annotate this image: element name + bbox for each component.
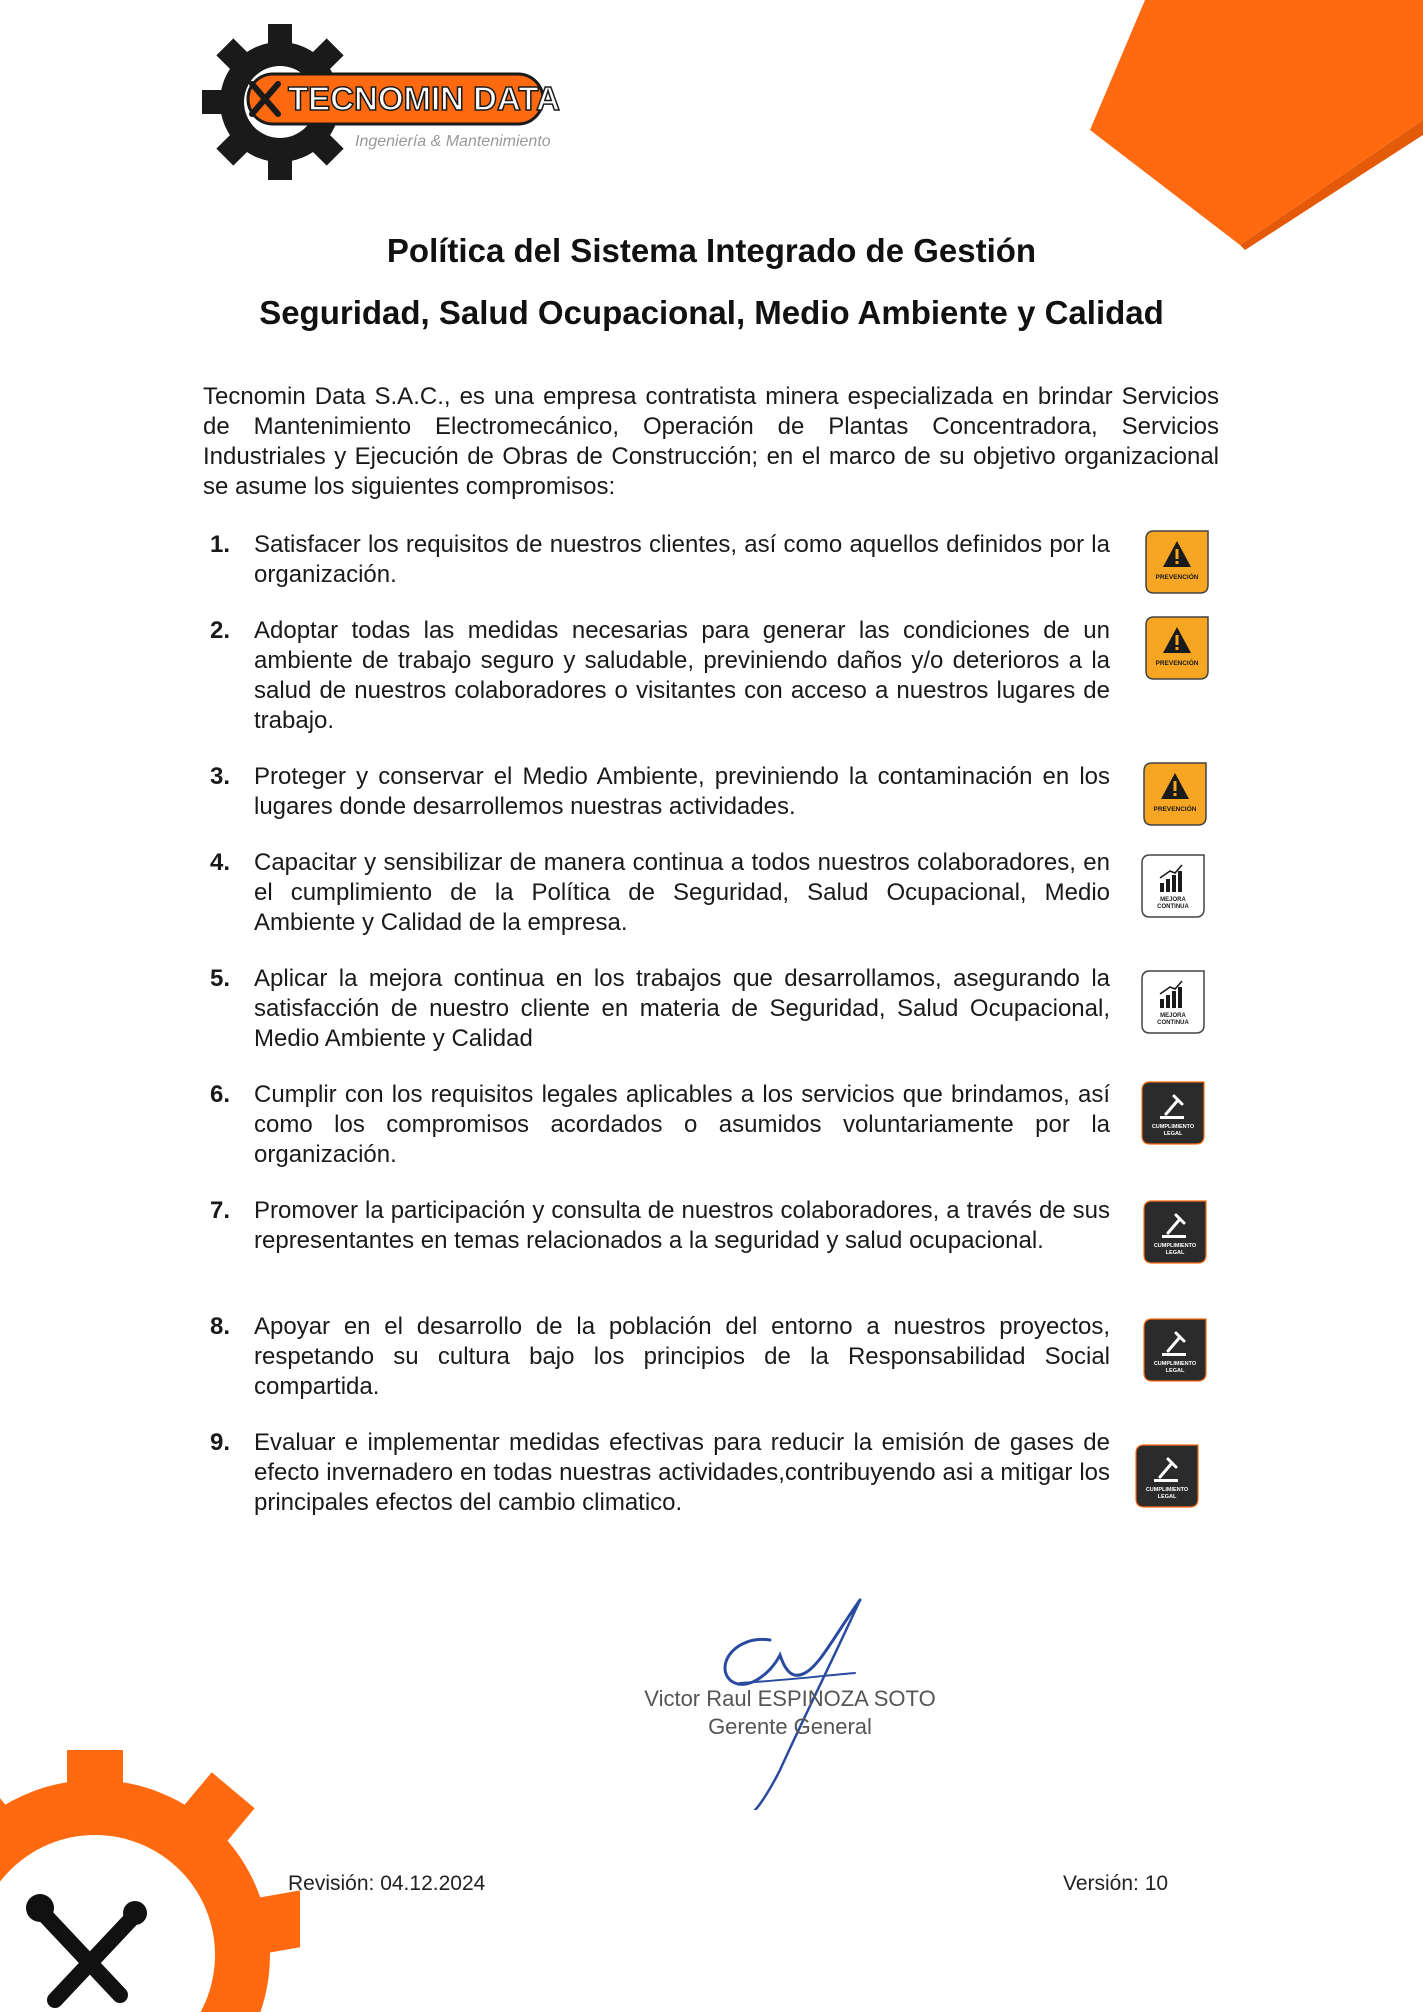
svg-text:LEGAL: LEGAL [1165,1368,1185,1374]
item-text: Cumplir con los requisitos legales aplicables a los servicios que brindamos, así como los compromisos acordados o asumidos voluntariamente por la organización. [254,1081,1110,1168]
item-number: 9. [210,1429,231,1456]
item-text: Promover la participación y consulta de nuestros colaboradores, a través de sus representantes en temas relacionados a la seguridad y salud ocupacional. [254,1197,1110,1254]
page-subtitle: Seguridad, Salud Ocupacional, Medio Ambiente y Calidad [259,294,1164,331]
svg-text:LEGAL: LEGAL [1163,1131,1183,1137]
item-text: Evaluar e implementar medidas efectivas para reducir la emisión de gases de efecto invernadero en todas nuestras actividades,contribuyendo asi a mitigar los principales efectos del cambio climatico. [254,1429,1110,1516]
svg-text:CONTINUA: CONTINUA [1157,1020,1189,1026]
svg-text:CUMPLIMIENTO: CUMPLIMIENTO [1153,1243,1197,1249]
item-text: Capacitar y sensibilizar de manera continua a todos nuestros colaboradores, en el cumplimiento de la Política de Seguridad, Salud Ocupacional, Medio Ambiente y Calidad de la empresa. [254,849,1110,936]
svg-text:MEJORA: MEJORA [1160,897,1186,903]
legal-compliance-icon [1142,1199,1208,1265]
svg-text:PREVENCIÓN: PREVENCIÓN [1155,574,1199,581]
item-number: 1. [210,531,231,558]
item-number: 3. [210,763,231,790]
svg-text:CONTINUA: CONTINUA [1157,904,1189,910]
prevention-icon [1142,761,1208,827]
signatory-role: Gerente General [708,1714,872,1739]
prevention-icon [1144,615,1210,681]
svg-text:CUMPLIMIENTO: CUMPLIMIENTO [1151,1124,1195,1130]
version-number: Versión: 10 [1063,1872,1169,1895]
item-number: 8. [210,1313,231,1340]
item-text: Adoptar todas las medidas necesarias para generar las condiciones de un ambiente de trabajo seguro y saludable, previniendo daños y/o deterioros a la salud de nuestros colaboradores o visitantes con acceso a nuestros lugares de trabajo. [254,617,1110,734]
legal-compliance-icon [1140,1080,1206,1146]
svg-text:CUMPLIMIENTO: CUMPLIMIENTO [1145,1487,1189,1493]
legal-compliance-icon [1134,1443,1200,1509]
item-number: 4. [210,849,231,876]
svg-text:CUMPLIMIENTO: CUMPLIMIENTO [1153,1361,1197,1367]
prevention-icon [1144,529,1210,595]
item-number: 6. [210,1081,231,1108]
svg-text:PREVENCIÓN: PREVENCIÓN [1155,660,1199,667]
company-logo [200,22,560,182]
item-text: Proteger y conservar el Medio Ambiente, previniendo la contaminación en los lugares donde desarrollemos nuestras actividades. [254,763,1110,820]
legal-compliance-icon [1142,1317,1208,1383]
svg-text:LEGAL: LEGAL [1157,1494,1177,1500]
item-number: 2. [210,617,231,644]
svg-text:LEGAL: LEGAL [1165,1250,1185,1256]
continuous-improvement-icon [1140,969,1206,1035]
item-text: Apoyar en el desarrollo de la población del entorno a nuestros proyectos, respetando su cultura bajo los principios de la Responsabilidad Social compartida. [254,1313,1110,1400]
item-number: 5. [210,965,231,992]
item-text: Aplicar la mejora continua en los trabajos que desarrollamos, asegurando la satisfacción de nuestro cliente en materia de Seguridad, Salud Ocupacional, Medio Ambiente y Calidad [254,965,1110,1052]
logo-tagline: Ingeniería & Mantenimiento [355,133,551,150]
gear-tools-decoration [0,1750,300,2012]
svg-text:MEJORA: MEJORA [1160,1013,1186,1019]
page-title: Política del Sistema Integrado de Gestión [386,232,1037,269]
item-text: Satisfacer los requisitos de nuestros clientes, así como aquellos definidos por la organización. [254,531,1110,588]
continuous-improvement-icon [1140,853,1206,919]
item-number: 7. [210,1197,231,1224]
logo-wordmark: TECNOMIN DATA [288,80,560,117]
revision-date: Revisión: 04.12.2024 [288,1872,486,1895]
signatory-name: Victor Raul ESPINOZA SOTO [644,1686,936,1711]
svg-text:PREVENCIÓN: PREVENCIÓN [1153,806,1197,813]
intro-paragraph: Tecnomin Data S.A.C., es una empresa contratista minera especializada en brindar Servicios de Mantenimiento Electromecánico, Operación de Plantas Concentradora, Servicios Industriales y Ejecución de Obras de Construcción; en el marco de su objetivo organizacional se asume los siguientes compromisos: [203,383,1219,500]
